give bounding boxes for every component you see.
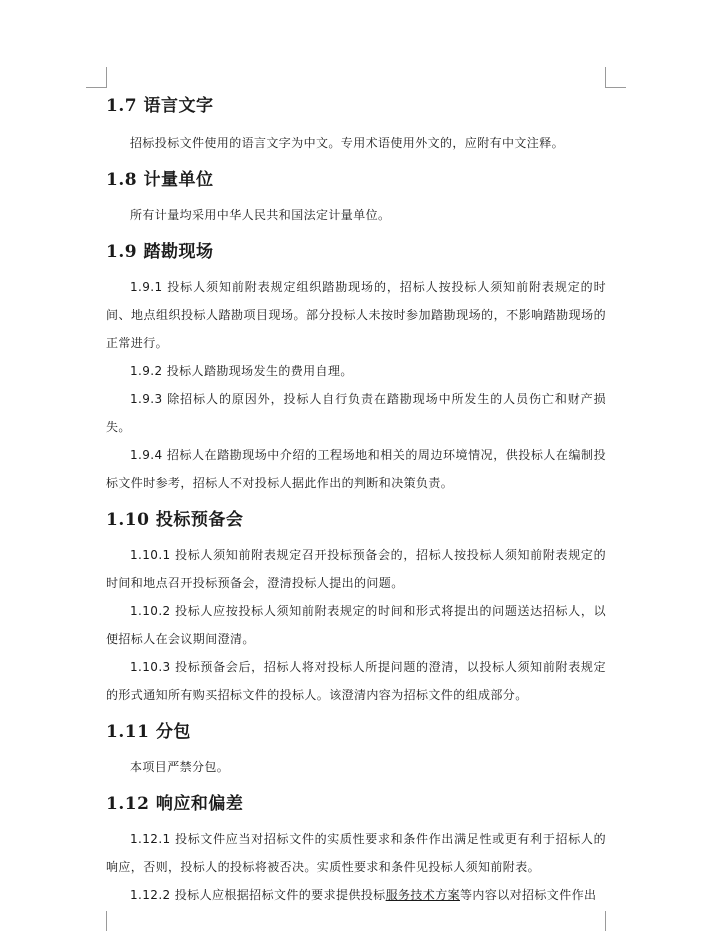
paragraph: 1.10.3 投标预备会后，招标人将对投标人所提问题的澄清，以投标人须知前附表规定的形式通知所有购买招标文件的投标人。该澄清内容为招标文件的组成部分。 bbox=[106, 660, 606, 702]
paragraph-text: 等内容以对招标文件作出 bbox=[460, 888, 597, 902]
paragraph: 招标投标文件使用的语言文字为中文。专用术语使用外文的，应附有中文注释。 bbox=[130, 136, 565, 150]
paragraph-text: 1.12.2 投标人应根据招标文件的要求提供投标 bbox=[130, 888, 386, 902]
paragraph: 1.9.4 招标人在踏勘现场中介绍的工程场地和相关的周边环境情况，供投标人在编制投标文件时参考，招标人不对投标人据此作出的判断和决策负责。 bbox=[106, 448, 606, 490]
margin-corner-mark bbox=[605, 911, 626, 931]
section-heading: 1.11 分包 bbox=[106, 722, 191, 742]
margin-corner-mark bbox=[86, 67, 107, 88]
section-heading: 1.8 计量单位 bbox=[106, 170, 214, 190]
paragraph: 1.10.2 投标人应按投标人须知前附表规定的时间和形式将提出的问题送达招标人，以便招标人在会议期间澄清。 bbox=[106, 604, 606, 646]
paragraph: 1.9.3 除招标人的原因外，投标人自行负责在踏勘现场中所发生的人员伤亡和财产损失。 bbox=[106, 392, 606, 434]
paragraph: 所有计量均采用中华人民共和国法定计量单位。 bbox=[130, 208, 391, 222]
margin-corner-mark bbox=[605, 67, 626, 88]
paragraph-partial bbox=[106, 881, 606, 909]
paragraph: 1.10.1 投标人须知前附表规定召开投标预备会的，招标人按投标人须知前附表规定的时间和地点召开投标预备会，澄清投标人提出的问题。 bbox=[106, 548, 606, 590]
section-heading: 1.10 投标预备会 bbox=[106, 510, 244, 530]
document-body bbox=[106, 93, 606, 909]
paragraph: 1.9.2 投标人踏勘现场发生的费用自理。 bbox=[130, 364, 353, 378]
section-heading: 1.12 响应和偏差 bbox=[106, 794, 244, 814]
margin-corner-mark bbox=[86, 911, 107, 931]
section-heading: 1.9 踏勘现场 bbox=[106, 242, 214, 262]
paragraph: 本项目严禁分包。 bbox=[130, 760, 230, 774]
section-heading: 1.7 语言文字 bbox=[106, 96, 214, 116]
paragraph: 1.12.1 投标文件应当对招标文件的实质性要求和条件作出满足性或更有利于招标人的响应，否则，投标人的投标将被否决。实质性要求和条件见投标人须知前附表。 bbox=[106, 832, 606, 874]
underlined-phrase: 服务技术方案 bbox=[385, 888, 460, 902]
paragraph: 1.9.1 投标人须知前附表规定组织踏勘现场的，招标人按投标人须知前附表规定的时间、地点组织投标人踏勘项目现场。部分投标人未按时参加踏勘现场的，不影响踏勘现场的正常进行。 bbox=[106, 280, 606, 350]
